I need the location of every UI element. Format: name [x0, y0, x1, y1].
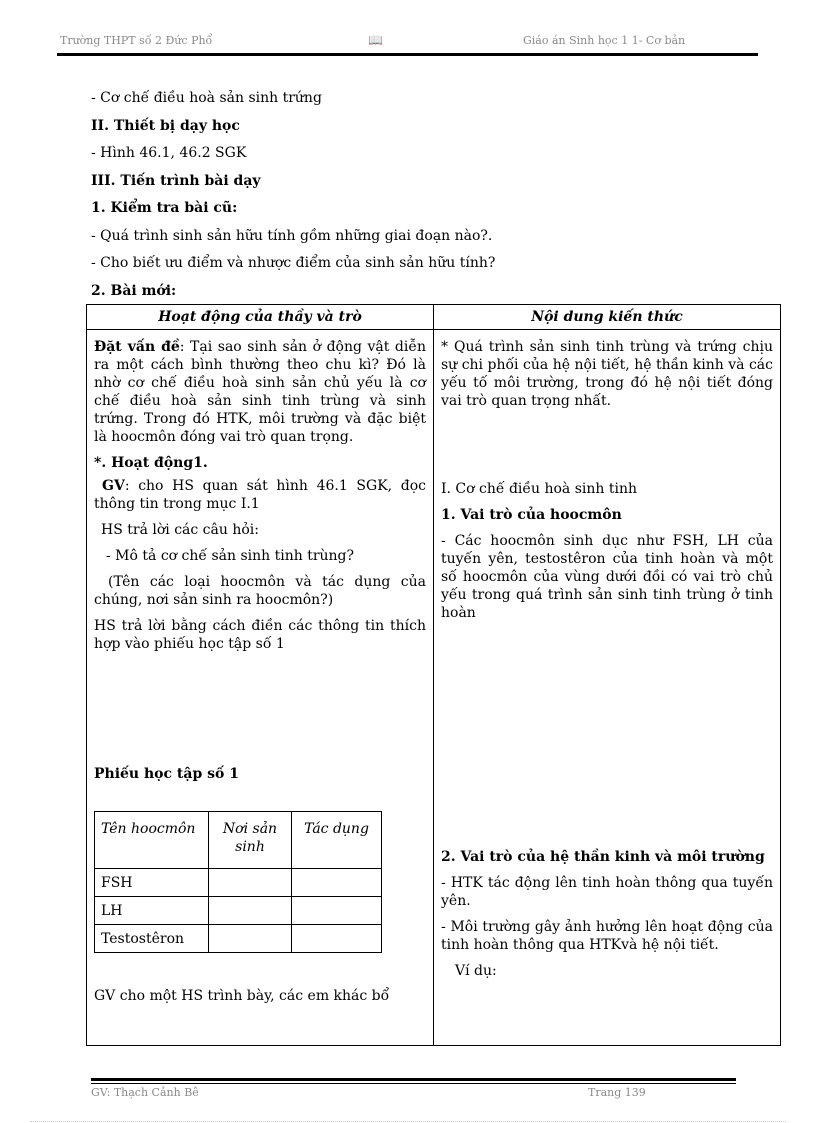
lesson-table	[86, 304, 781, 1046]
question-text: - Mô tả cơ chế sản sinh tinh trùng?	[106, 548, 355, 564]
column-header-activities: Hoạt động của thầy và trò	[87, 305, 434, 330]
blank-cell[interactable]	[209, 925, 292, 953]
intro-line: - Hình 46.1, 46.2 SGK	[91, 145, 247, 161]
header-subject: Giáo án Sinh học 1 1- Cơ bản	[523, 34, 686, 47]
worksheet-header: Tác dụng	[292, 812, 382, 869]
footer-rule	[91, 1078, 736, 1081]
worksheet-row	[95, 925, 382, 953]
worksheet-table	[94, 811, 382, 953]
blank-cell[interactable]	[292, 897, 382, 925]
content-subheading: 1. Vai trò của hoocmôn	[441, 507, 622, 523]
content-paragraph: - Môi trường gây ảnh hưởng lên hoạt động của tinh hoàn thông qua HTKvà hệ nội tiết.	[441, 919, 773, 953]
column-header-content: Nội dung kiến thức	[434, 305, 781, 330]
content-paragraph: - HTK tác động lên tinh hoàn thông qua tuyến yên.	[441, 875, 773, 909]
intro-line: - Cơ chế điều hoà sản sinh trứng	[91, 90, 322, 106]
blank-cell[interactable]	[292, 869, 382, 897]
worksheet-row	[95, 869, 382, 897]
footer-author: GV: Thạch Cảnh Bê	[91, 1086, 199, 1099]
blank-cell[interactable]	[209, 897, 292, 925]
intro-section	[91, 88, 771, 308]
content-subheading: 2. Vai trò của hệ thần kinh và môi trường	[441, 849, 765, 865]
content-paragraph: * Quá trình sản sinh tinh trùng và trứng chịu sự chi phối của hệ nội tiết, hệ thần kinh và các yếu tố môi trường, trong đó hệ nội tiết đóng vai trò quan trọng nhất.	[441, 339, 773, 409]
page-bottom-edge	[30, 1121, 786, 1122]
header-rule	[57, 53, 758, 56]
subsection-heading: 1. Kiểm tra bài cũ:	[91, 200, 238, 216]
worksheet-header: Tên hoocmôn	[95, 812, 209, 869]
hormone-name: LH	[95, 897, 209, 925]
hs-instruction: HS trả lời các câu hỏi:	[101, 522, 259, 538]
hormone-name: Testostêron	[95, 925, 209, 953]
hs-instruction: HS trả lời bằng cách điền các thông tin thích hợp vào phiếu học tập số 1	[94, 618, 426, 652]
closing-text: GV cho một HS trình bày, các em khác bổ	[94, 988, 390, 1004]
intro-label: Đặt vấn đề	[94, 339, 180, 355]
review-question: - Cho biết ưu điểm và nhược điểm của sinh sản hữu tính?	[91, 255, 496, 271]
footer-page-number: Trang 139	[588, 1086, 646, 1099]
worksheet-header: Nơi sản sinh	[209, 812, 292, 869]
hormone-name: FSH	[95, 869, 209, 897]
activities-cell	[87, 330, 434, 1046]
section-heading: II. Thiết bị dạy học	[91, 117, 240, 134]
page-header	[60, 34, 758, 52]
content-paragraph: - Các hoocmôn sinh dục như FSH, LH của tuyến yên, testostêron của tinh hoàn và một số hoocmôn của vùng dưới đồi có vai trò chủ yếu trong quá trình sản sinh tinh trùng ở tinh hoàn	[441, 533, 773, 621]
question-note: (Tên các loại hoocmôn và tác dụng của chúng, nơi sản sinh ra hoocmôn?)	[94, 574, 426, 608]
content-cell	[434, 330, 781, 1046]
book-icon: 📖	[368, 33, 383, 47]
content-section-heading: I. Cơ chế điều hoà sinh tinh	[441, 481, 637, 497]
intro-text: : Tại sao sinh sản ở động vật diễn ra một cách bình thường theo chu kì? Đó là nhờ cơ chế điều hoà sinh sản chủ yếu là cơ chế điều hoà sản sinh tinh trùng và sinh trứng. Trong đó HTK, môi trường và đặc biệt là hoocmôn đóng vai trò quan trọng.	[94, 339, 426, 445]
section-heading: III. Tiến trình bài dạy	[91, 172, 261, 189]
blank-cell[interactable]	[292, 925, 382, 953]
review-question: - Quá trình sinh sản hữu tính gồm những giai đoạn nào?.	[91, 227, 493, 244]
gv-text: : cho HS quan sát hình 46.1 SGK, đọc thông tin trong mục I.1	[94, 478, 426, 512]
gv-label: GV	[102, 478, 125, 494]
worksheet-row	[95, 897, 382, 925]
blank-cell[interactable]	[209, 869, 292, 897]
activity-heading: *. Hoạt động1.	[94, 455, 208, 471]
header-school: Trường THPT số 2 Đức Phổ	[60, 34, 213, 47]
footer-rule-thin	[91, 1083, 736, 1084]
subsection-heading: 2. Bài mới:	[91, 282, 177, 299]
content-paragraph: Ví dụ:	[455, 963, 497, 979]
worksheet-title: Phiếu học tập số 1	[94, 766, 239, 782]
